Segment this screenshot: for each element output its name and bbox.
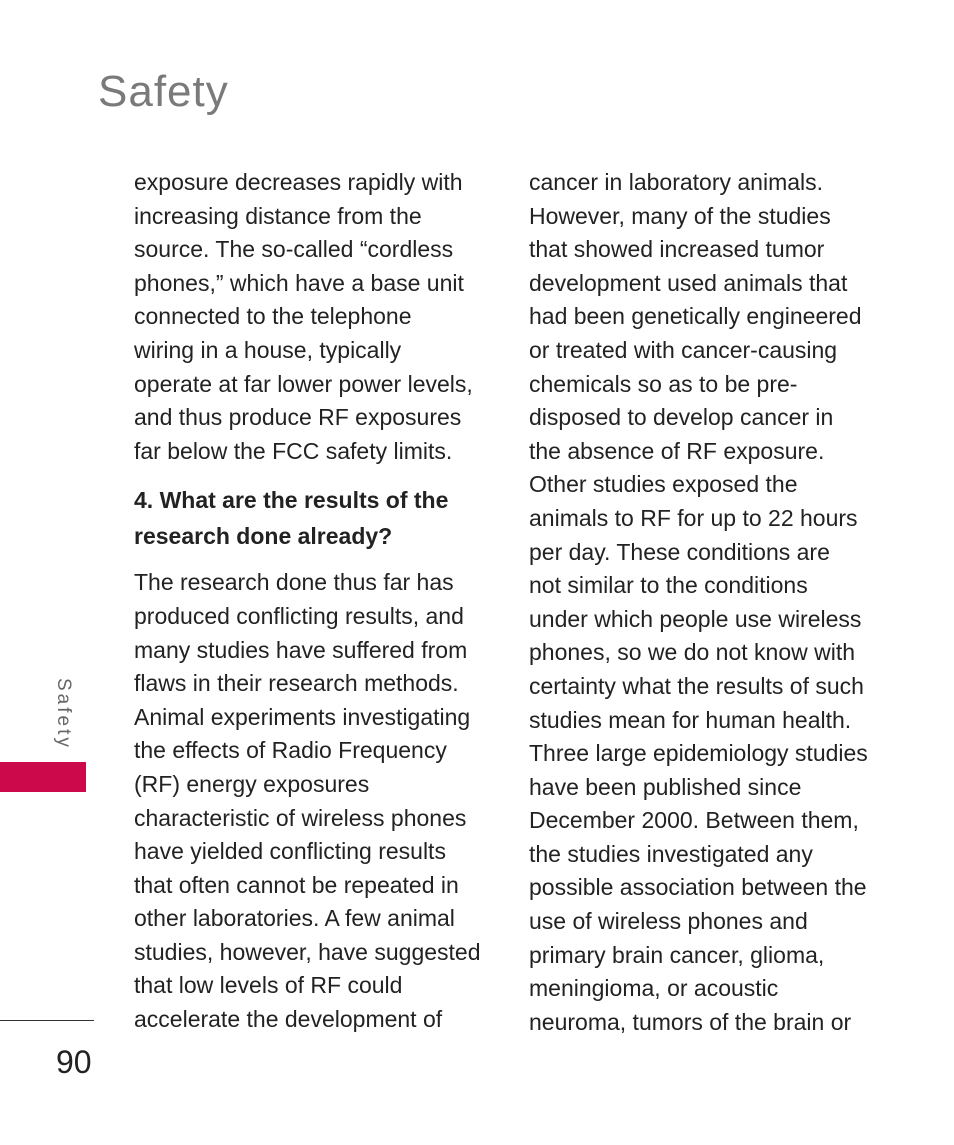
text-line: that showed increased tumor <box>529 236 825 263</box>
footer-divider <box>0 1020 94 1021</box>
text-line: neuroma, tumors of the brain or <box>529 1008 852 1035</box>
text-line: and thus produce RF exposures <box>134 404 462 431</box>
text-line: phones, so we do not know with <box>529 639 856 666</box>
text-line: per day. These conditions are <box>529 538 830 565</box>
text-line: studies mean for human health. <box>529 706 852 733</box>
right-column <box>529 166 881 1039</box>
text-line: Animal experiments investigating <box>134 703 471 730</box>
text-line: possible association between the <box>529 874 867 901</box>
text-line: accelerate the development of <box>134 1006 443 1033</box>
text-line: source. The so-called “cordless <box>134 236 454 263</box>
text-line: However, many of the studies <box>529 202 831 229</box>
paragraph-cordless-phones <box>134 166 486 468</box>
text-line: the absence of RF exposure. <box>529 437 825 464</box>
text-line: characteristic of wireless phones <box>134 804 467 831</box>
text-line: that low levels of RF could <box>134 972 403 999</box>
text-line: connected to the telephone <box>134 303 412 330</box>
page-title: Safety <box>98 67 229 116</box>
text-line: meningioma, or acoustic <box>529 975 779 1002</box>
text-line: animals to RF for up to 22 hours <box>529 504 858 531</box>
text-line: had been genetically engineered <box>529 303 862 330</box>
text-line: flaws in their research methods. <box>134 670 459 697</box>
paragraph-animal-studies <box>529 166 881 1039</box>
text-line: wiring in a house, typically <box>134 336 402 363</box>
paragraph-research-results <box>134 566 486 1036</box>
text-line: far below the FCC safety limits. <box>134 437 453 464</box>
side-section-label: Safety <box>53 678 74 750</box>
text-line: chemicals so as to be pre- <box>529 370 798 397</box>
text-line: increasing distance from the <box>134 202 422 229</box>
text-line: The research done thus far has <box>134 569 454 596</box>
text-line: studies, however, have suggested <box>134 938 481 965</box>
page-number: 90 <box>56 1044 92 1080</box>
text-line: Three large epidemiology studies <box>529 740 868 767</box>
heading-line: 4. What are the results of the <box>134 487 449 514</box>
text-line: that often cannot be repeated in <box>134 871 459 898</box>
section-heading <box>134 482 486 554</box>
text-line: or treated with cancer-causing <box>529 336 838 363</box>
text-line: primary brain cancer, glioma, <box>529 941 825 968</box>
text-line: the studies investigated any <box>529 840 813 867</box>
heading-line: research done already? <box>134 523 393 550</box>
text-line: the effects of Radio Frequency <box>134 737 447 764</box>
text-line: disposed to develop cancer in <box>529 404 834 431</box>
text-line: many studies have suffered from <box>134 636 468 663</box>
text-line: produced conflicting results, and <box>134 602 464 629</box>
text-line: phones,” which have a base unit <box>134 269 464 296</box>
left-column <box>134 166 486 1037</box>
text-line: exposure decreases rapidly with <box>134 169 463 195</box>
text-line: under which people use wireless <box>529 605 862 632</box>
text-line: Other studies exposed the <box>529 471 798 498</box>
section-tab-marker <box>0 762 86 792</box>
text-line: certainty what the results of such <box>529 672 864 699</box>
text-line: December 2000. Between them, <box>529 807 859 834</box>
text-line: other laboratories. A few animal <box>134 905 455 932</box>
text-line: operate at far lower power levels, <box>134 370 473 397</box>
text-line: not similar to the conditions <box>529 572 808 599</box>
text-line: (RF) energy exposures <box>134 770 370 797</box>
text-line: development used animals that <box>529 269 848 296</box>
text-line: have been published since <box>529 773 802 800</box>
text-line: cancer in laboratory animals. <box>529 169 824 195</box>
text-line: have yielded conflicting results <box>134 838 446 865</box>
text-line: use of wireless phones and <box>529 908 808 935</box>
